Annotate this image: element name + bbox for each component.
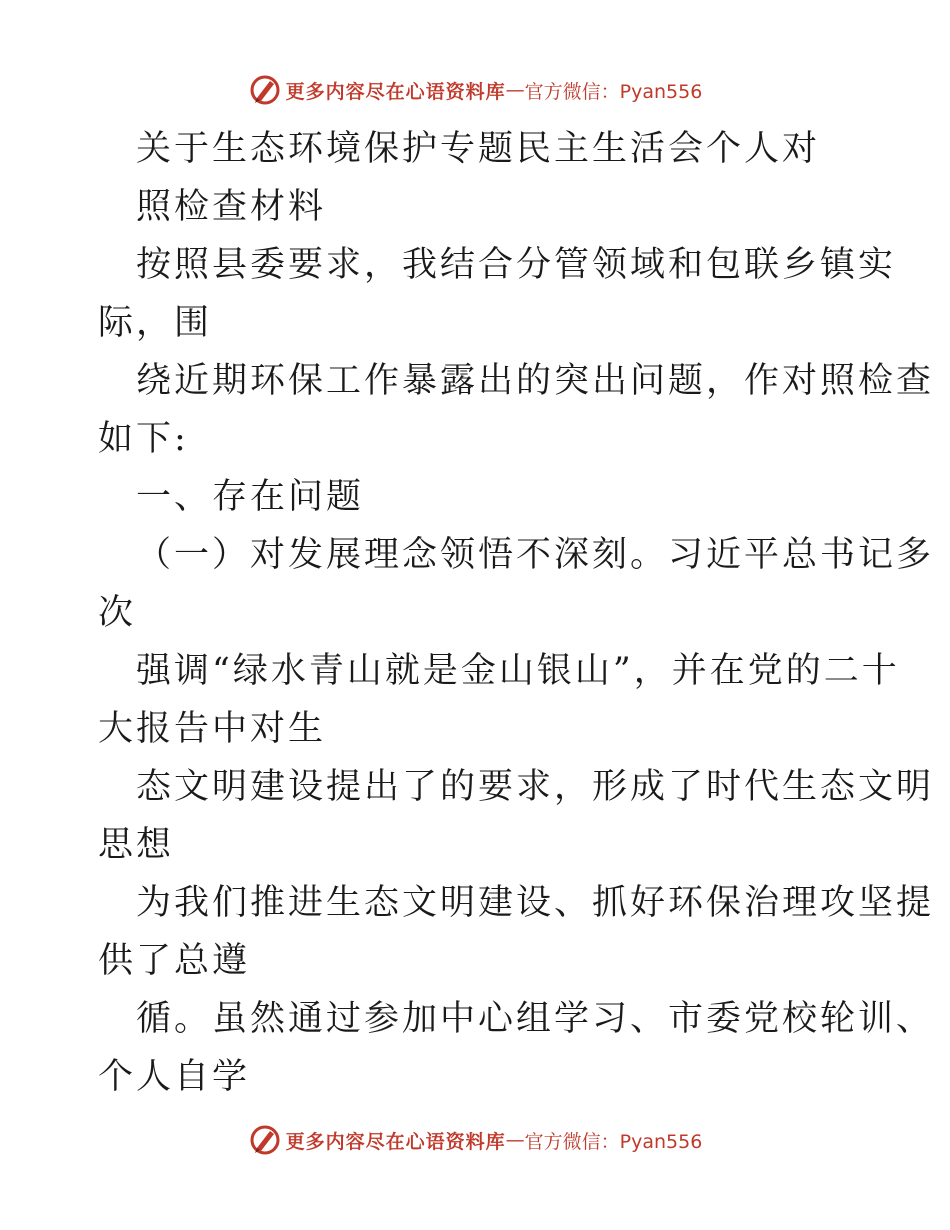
paragraph-line: 态文明建设提出了的要求，形成了时代生态文明 [136, 767, 935, 807]
banner-main-text: 更多内容尽在心语资料库 [285, 1130, 506, 1153]
paragraph-line: 大报告中对生 [98, 709, 327, 749]
header-banner[interactable] [0, 68, 950, 112]
pen-logo-icon [248, 73, 282, 107]
section-heading: 一、存在问题 [136, 477, 365, 517]
banner-wechat-text: 官方微信：Pyan556 [524, 80, 703, 103]
paragraph-line: 为我们推进生态文明建设、抓好环保治理攻坚提 [136, 883, 935, 923]
banner-separator: — [505, 79, 525, 101]
paragraph-line: （一）对发展理念领悟不深刻。习近平总书记多 [136, 535, 935, 575]
paragraph-line: 强调“绿水青山就是金山银山”，并在党的二十 [136, 651, 900, 691]
paragraph-line: 按照县委要求，我结合分管领域和包联乡镇实 [136, 245, 897, 285]
paragraph-line: 循。虽然通过参加中心组学习、市委党校轮训、 [136, 999, 935, 1039]
banner-main-text: 更多内容尽在心语资料库 [285, 80, 506, 103]
paragraph-line: 个人自学 [98, 1057, 251, 1097]
banner-separator: — [505, 1129, 525, 1151]
pen-logo-icon [248, 1123, 282, 1157]
title-line-2: 照检查材料 [136, 187, 327, 227]
paragraph-line: 供了总遵 [98, 941, 251, 981]
banner-wechat-text: 官方微信：Pyan556 [524, 1130, 703, 1153]
title-line-1: 关于生态环境保护专题民主生活会个人对 [136, 129, 821, 169]
paragraph-line: 次 [98, 593, 137, 633]
footer-banner[interactable] [0, 1118, 950, 1162]
paragraph-line: 如下: [98, 419, 189, 459]
paragraph-line: 绕近期环保工作暴露出的突出问题，作对照检查 [136, 361, 935, 401]
paragraph-line: 思想 [98, 825, 175, 865]
paragraph-line: 际，围 [98, 303, 213, 343]
